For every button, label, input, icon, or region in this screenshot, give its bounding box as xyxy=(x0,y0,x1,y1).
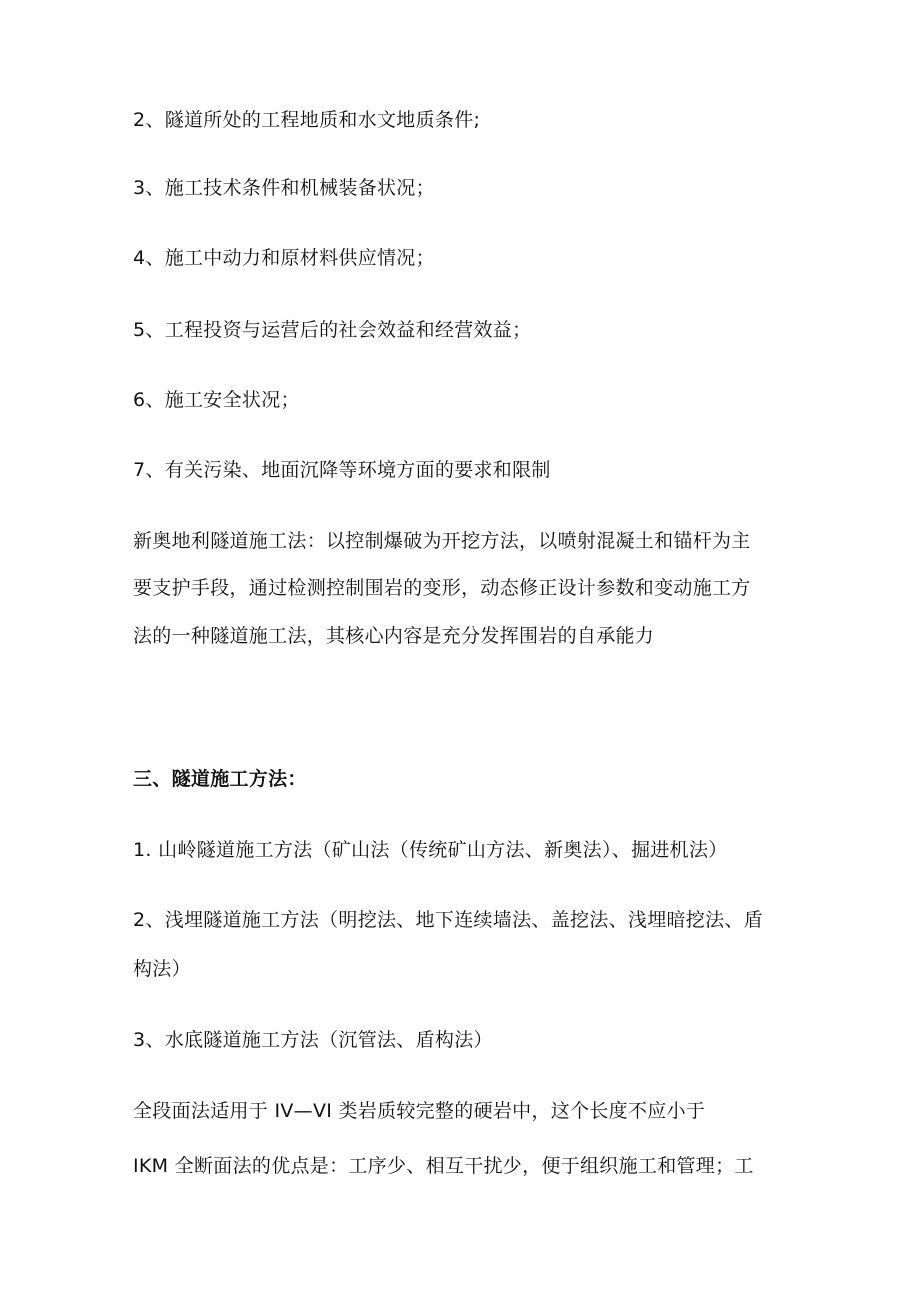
method-item-shallow-line-1: 2、浅埋隧道施工方法（明挖法、地下连续墙法、盖挖法、浅埋暗挖法、盾 xyxy=(133,909,763,931)
full-face-paragraph-line-2: IKM 全断面法的优点是：工序少、相互干扰少，便于组织施工和管理；工 xyxy=(133,1155,754,1177)
list-item-technology: 3、施工技术条件和机械装备状况； xyxy=(133,177,435,199)
list-item-investment: 5、工程投资与运营后的社会效益和经营效益； xyxy=(133,319,532,341)
natm-paragraph-line-2: 要支护手段，通过检测控制围岩的变形，动态修正设计参数和变动施工方 xyxy=(133,577,751,599)
method-item-shallow-line-2: 构法） xyxy=(133,958,191,980)
natm-paragraph-line-1: 新奥地利隧道施工法：以控制爆破为开挖方法，以喷射混凝土和锚杆为主 xyxy=(133,530,751,552)
list-item-environment: 7、有关污染、地面沉降等环境方面的要求和限制 xyxy=(133,459,551,481)
list-item-geology: 2、隧道所处的工程地质和水文地质条件; xyxy=(133,109,481,131)
section-heading-construction-methods: 三、隧道施工方法： xyxy=(133,768,307,790)
list-item-safety: 6、施工安全状况； xyxy=(133,389,300,411)
method-item-underwater: 3、水底隧道施工方法（沉管法、盾构法） xyxy=(133,1029,493,1051)
full-face-paragraph-line-1: 全段面法适用于 IV—VI 类岩质较完整的硬岩中，这个长度不应小于 xyxy=(133,1100,706,1122)
list-item-power-materials: 4、施工中动力和原材料供应情况； xyxy=(133,247,435,269)
method-item-mountain: 1. 山岭隧道施工方法（矿山法（传统矿山方法、新奥法）、掘进机法） xyxy=(133,839,728,861)
natm-paragraph-line-3: 法的一种隧道施工法，其核心内容是充分发挥围岩的自承能力 xyxy=(133,625,655,647)
